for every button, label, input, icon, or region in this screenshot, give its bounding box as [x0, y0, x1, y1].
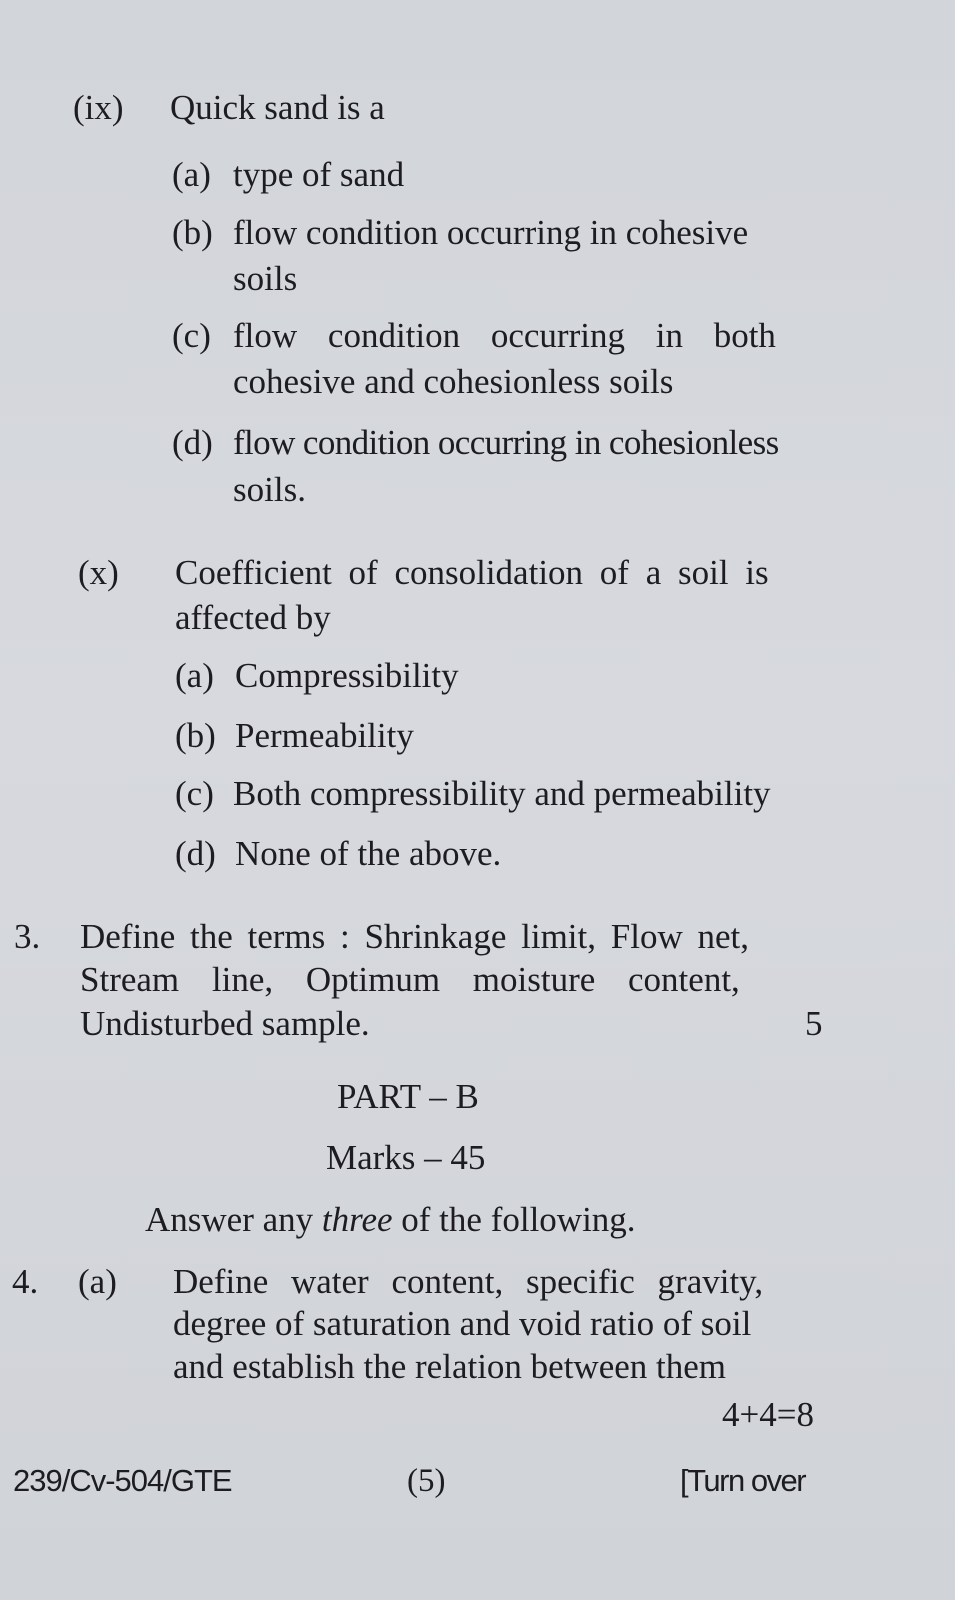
option-ix-b-line1	[233, 213, 825, 253]
option-ix-b-text: flow condition occurring in cohesive	[233, 213, 749, 252]
option-ix-c-line1: flow condition occurring in both	[233, 316, 776, 355]
option-x-c-text: Both compressibility and permeability	[233, 774, 771, 813]
option-ix-d-label: (d)	[172, 423, 213, 462]
question-3-line1: Define the terms : Shrinkage limit, Flow net,	[80, 917, 749, 956]
paper-code: 239/Cv-504/GTE	[13, 1463, 232, 1498]
question-x-number: (x)	[78, 553, 119, 592]
option-x-a-label: (a)	[175, 656, 214, 695]
part-b-marks: Marks – 45	[326, 1138, 486, 1177]
option-x-d-text: None of the above.	[235, 834, 502, 873]
option-ix-d-line1: flow condition occurring in cohesionless	[233, 423, 779, 462]
option-x-c-label: (c)	[175, 774, 214, 813]
question-4-number: 4.	[12, 1262, 39, 1301]
question-4a-line2: degree of saturation and void ratio of soil	[173, 1304, 752, 1343]
question-3-marks: 5	[805, 1004, 823, 1043]
option-x-b-text: Permeability	[235, 716, 414, 755]
option-ix-a-label: (a)	[172, 155, 211, 194]
question-ix-stem: Quick sand is a	[170, 88, 385, 127]
option-x-d-label: (d)	[175, 834, 216, 873]
instruction-after: of the following.	[392, 1200, 636, 1239]
instruction-emphasis: three	[321, 1200, 393, 1239]
question-3-line3: Undisturbed sample.	[80, 1004, 370, 1043]
option-ix-a-text: type of sand	[233, 155, 405, 194]
question-4a-line3: and establish the relation between them	[173, 1347, 727, 1386]
question-x-stem-line2: affected by	[175, 598, 331, 637]
part-b-instruction	[145, 1200, 636, 1240]
question-4a-marks: 4+4=8	[722, 1395, 814, 1434]
question-3-line2: Stream line, Optimum moisture content,	[80, 960, 740, 999]
option-x-b-label: (b)	[175, 716, 216, 755]
instruction-before: Answer any	[145, 1200, 322, 1239]
option-ix-b-label: (b)	[172, 213, 213, 252]
option-ix-c-label: (c)	[172, 316, 211, 355]
turn-over-note: [Turn over	[680, 1463, 806, 1498]
part-b-title: PART – B	[337, 1077, 479, 1116]
question-4a-label: (a)	[78, 1262, 117, 1301]
page-number: (5)	[407, 1463, 446, 1499]
question-ix-number: (ix)	[73, 88, 124, 127]
option-ix-c-line2: cohesive and cohesionless soils	[233, 362, 674, 401]
question-x-stem-line1: Coefficient of consolidation of a soil is	[175, 553, 769, 592]
question-3-number: 3.	[14, 917, 41, 956]
question-4a-line1: Define water content, specific gravity,	[173, 1262, 764, 1301]
option-x-a-text: Compressibility	[235, 656, 459, 695]
option-ix-d-line2: soils.	[233, 470, 306, 509]
option-ix-b-line2: soils	[233, 259, 298, 298]
